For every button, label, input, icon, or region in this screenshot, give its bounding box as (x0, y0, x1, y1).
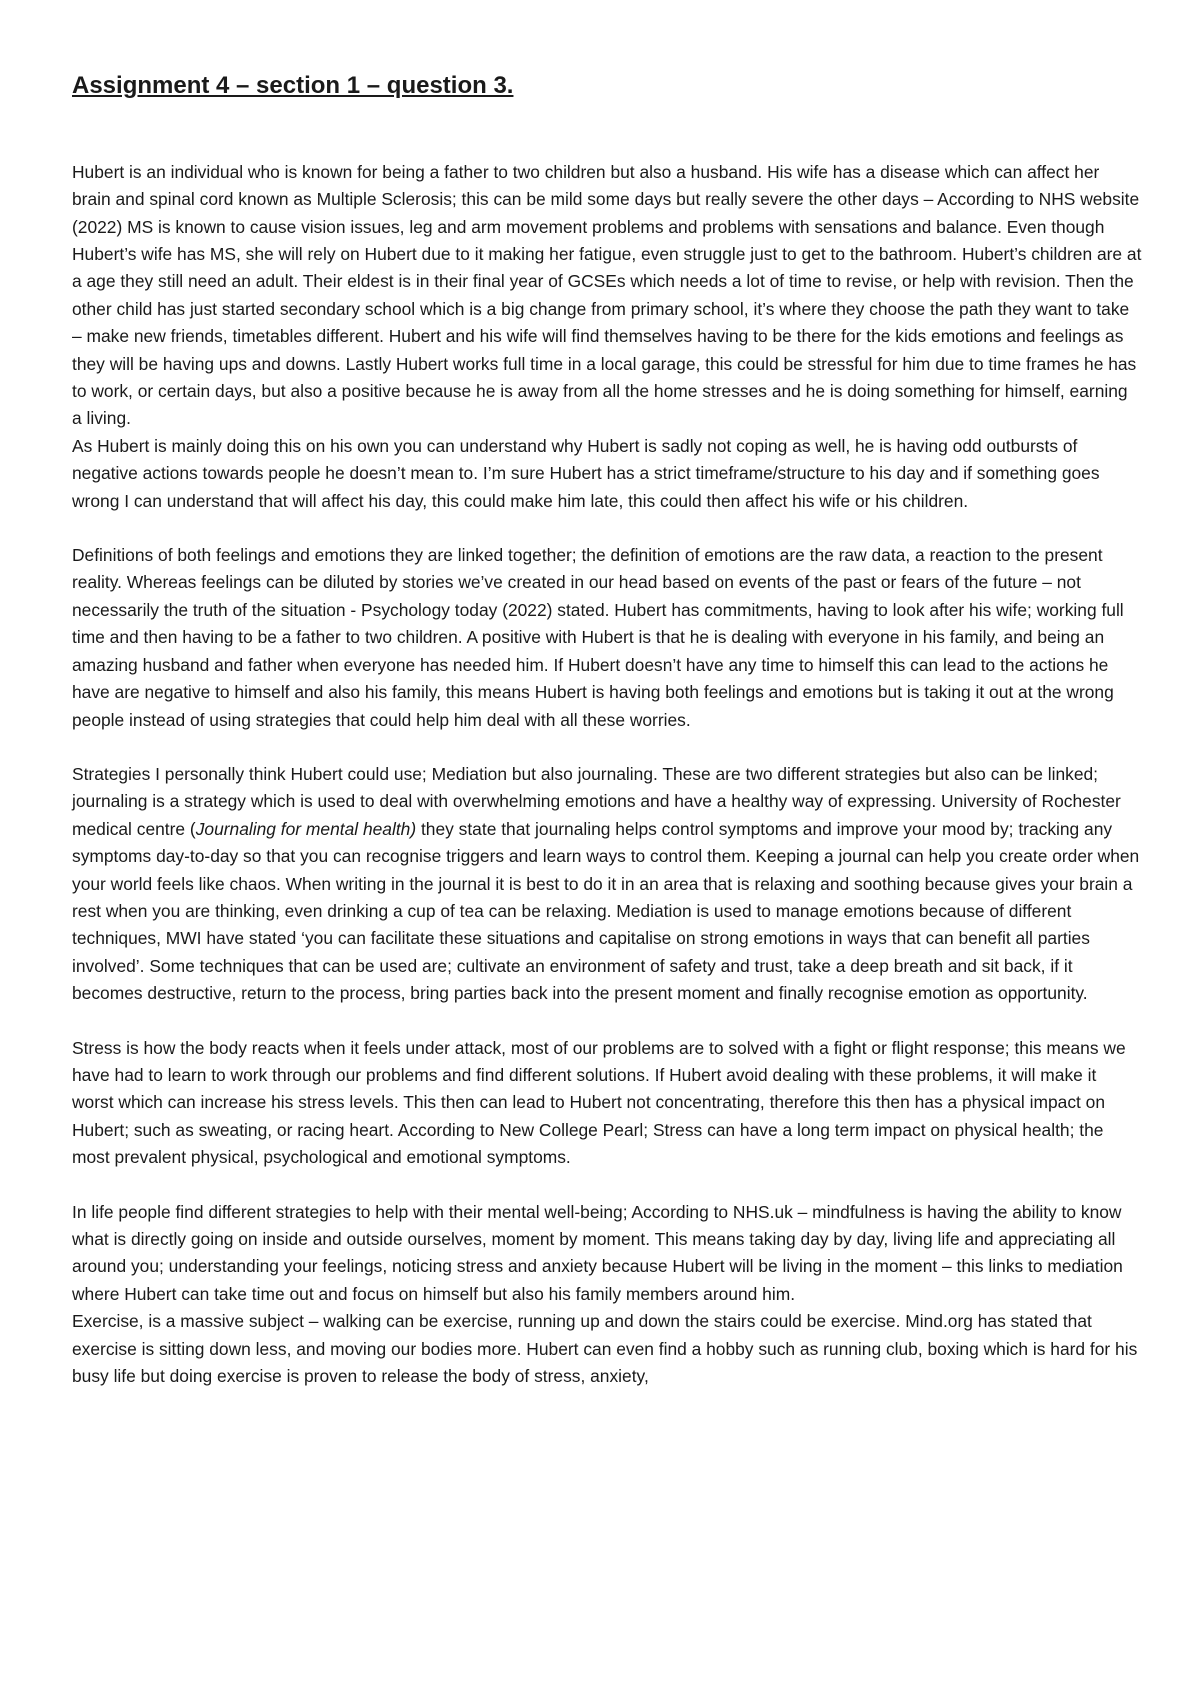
paragraph-stress: Stress is how the body reacts when it feels under attack, most of our problems are to solved with a fight or flight response; this means we have had to learn to work through our problems and find different solutions. If Hubert avoid dealing with these problems, it will make it worst which can increase his stress levels. This then can lead to Hubert not concentrating, therefore this then has a physical impact on Hubert; such as sweating, or racing heart. According to New College Pearl; Stress can have a long term impact on physical health; the most prevalent physical, psychological and emotional symptoms. (72, 1037, 1126, 1168)
page-title: Assignment 4 – section 1 – question 3. (72, 72, 514, 99)
paragraph-spacer (72, 1172, 1142, 1199)
paragraph-exercise: Exercise, is a massive subject – walking can be exercise, running up and down the stairs could be exercise. Mind.org has stated that exercise is sitting down less, and moving our bodies more. Hubert can even find a hobby such as running club, boxing which is hard for his busy life but doing exercise is proven to release the body of stress, anxiety, (72, 1311, 1138, 1387)
document-page (72, 72, 1142, 1390)
paragraph-hubert-coping: As Hubert is mainly doing this on his own you can understand why Hubert is sadly not coping as well, he is having odd outbursts of negative actions towards people he doesn’t mean to. I’m sure Hubert has a strict timeframe/structure to his day and if something goes wrong I can understand that will affect his day, this could make him late, this could then affect his wife or his children. (72, 435, 1100, 511)
paragraph-feelings-emotions: Definitions of both feelings and emotions they are linked together; the definition of emotions are the raw data, a reaction to the present reality. Whereas feelings can be diluted by stories we’ve created in our head based on events of the past or fears of the future – not necessarily the truth of the situation - Psychology today (2022) stated. Hubert has commitments, having to look after his wife; working full time and then having to be a father to two children. A positive with Hubert is that he is dealing with everyone in his family, and being an amazing husband and father when everyone has needed him. If Hubert doesn’t have any time to himself this can lead to the actions he have are negative to himself and also his family, this means Hubert is having both feelings and emotions but is taking it out at the wrong people instead of using strategies that could help him deal with all these worries. (72, 545, 1124, 730)
strategies-text-start: Strategies I personally think Hubert could use; Mediation but also journaling. These are two different strategies but also can be linked; journaling is a strategy which is used to deal with overwhelming emotions and have a healthy way of expressing. University of Rochester medical centre ( (72, 763, 1121, 839)
paragraph-mindfulness: In life people find different strategies to help with their mental well-being; According to NHS.uk – mindfulness is having the ability to know what is directly going on inside and outside ourselves, moment by moment. This means taking day by day, living life and appreciating all around you; understanding your feelings, noticing stress and anxiety because Hubert will be living in the moment – this links to mediation where Hubert can take time out and focus on himself but also his family members around him. (72, 1201, 1123, 1304)
strategies-text-end: they state that journaling helps control symptoms and improve your mood by; tracking any symptoms day-to-day so that you can recognise triggers and learn ways to control them. Keeping a journal can help you create order when your world feels like chaos. When writing in the journal it is best to do it in an area that is relaxing and soothing because gives your brain a rest when you are thinking, even drinking a cup of tea can be relaxing. Mediation is used to manage emotions because of different techniques, MWI have stated ‘you can facilitate these situations and capitalise on strong emotions in ways that can benefit all parties involved’. Some techniques that can be used are; cultivate an environment of safety and trust, take a deep breath and sit back, if it becomes destructive, return to the process, bring parties back into the present moment and finally recognise emotion as opportunity. (72, 818, 1140, 1004)
strategies-italic-source: Journaling for mental health) (195, 818, 417, 839)
paragraph-spacer (72, 515, 1142, 542)
paragraph-spacer (72, 734, 1142, 761)
paragraph-spacer (72, 1008, 1142, 1035)
paragraph-hubert-background: Hubert is an individual who is known for being a father to two children but also a husband. His wife has a disease which can affect her brain and spinal cord known as Multiple Sclerosis; this can be mild some days but really severe the other days – According to NHS website (2022) MS is known to cause vision issues, leg and arm movement problems and problems with sensations and balance. Even though Hubert’s wife has MS, she will rely on Hubert due to it making her fatigue, even struggle just to get to the bathroom. Hubert’s children are at a age they still need an adult. Their eldest is in their final year of GCSEs which needs a lot of time to revise, or help with revision. Then the other child has just started secondary school which is a big change from primary school, it’s where they choose the path they want to take – make new friends, timetables different. Hubert and his wife will find themselves having to be there for the kids emotions and feelings as they will be having ups and downs. Lastly Hubert works full time in a local garage, this could be stressful for him due to time frames he has to work, or certain days, but also a positive because he is away from all the home stresses and he is doing something for himself, earning a living. (72, 161, 1142, 429)
paragraph-strategies (72, 761, 1142, 1008)
